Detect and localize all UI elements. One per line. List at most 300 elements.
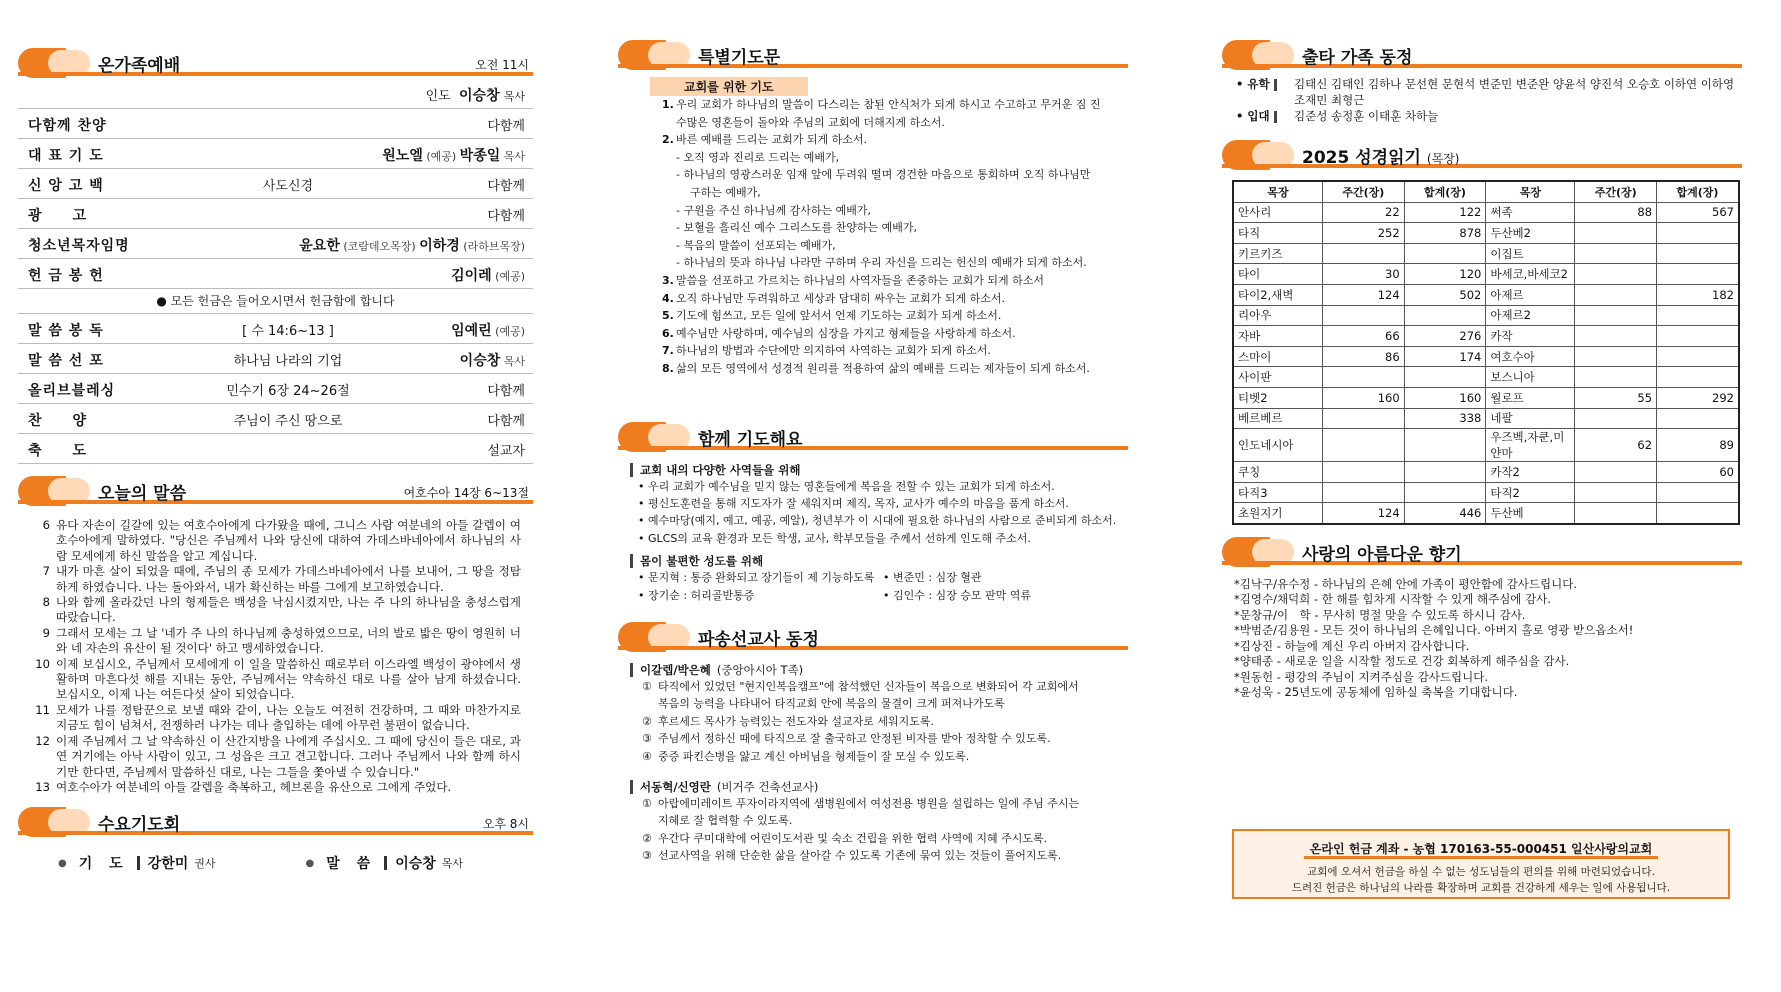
mission-number: ③ xyxy=(642,732,652,746)
person-title: (라하브목장) xyxy=(459,240,525,253)
person-name: 김이레 xyxy=(451,268,492,284)
prayer-subitem: - 오직 영과 진리로 드리는 예배가, xyxy=(676,150,840,164)
prayer-text: 우리 교회가 하나님의 말씀이 다스리는 참된 안식처가 되게 하시고 수고하고 무거운 짐 진 xyxy=(676,98,1101,111)
worship-row-label: 말 씀 선 포 xyxy=(28,353,104,369)
table-header: 합계(장) xyxy=(1657,181,1739,202)
word-title: 오늘의 말씀 xyxy=(98,484,187,504)
prayer-subitem: - 보혈을 흘리신 예수 그리스도를 찬양하는 예배가, xyxy=(676,221,917,235)
column-prayer xyxy=(618,0,1128,865)
offering-note: ● 모든 헌금은 들어오시면서 헌금함에 합니다 xyxy=(18,289,533,314)
prayer-item xyxy=(662,325,1118,343)
prayer-text: 바른 예배를 드리는 교회가 되게 하소서. xyxy=(676,133,867,147)
prayer-text: 예수님만 사랑하며, 예수님의 심장을 가지고 형제들을 사랑하게 하소서. xyxy=(676,326,1016,340)
bible-title: 2025 성경읽기 (목장) xyxy=(1302,148,1460,168)
person-tag: (코람데오목장) xyxy=(339,240,420,253)
person-title: 목사 xyxy=(500,355,525,368)
together-list xyxy=(638,478,1128,548)
worship-row xyxy=(18,199,533,229)
person-name: 윤요한 xyxy=(299,238,340,254)
table-cell: 아제르 xyxy=(1486,284,1575,305)
table-cell xyxy=(1323,408,1405,429)
table-cell: 878 xyxy=(1404,223,1486,244)
worship-row-person: 다함께 xyxy=(487,414,525,429)
mission-text: 지혜로 잘 협력할 수 있도록. xyxy=(658,814,793,828)
table-cell xyxy=(1575,326,1657,347)
table-cell: 카작 xyxy=(1486,326,1575,347)
prayer-number: 6. xyxy=(662,326,674,340)
word-header xyxy=(18,472,533,512)
table-cell xyxy=(1404,482,1486,503)
table-cell xyxy=(1323,367,1405,388)
table-cell: 자바 xyxy=(1233,326,1323,347)
table-row xyxy=(1233,503,1739,524)
worship-leader: 인도 이승창 목사 xyxy=(18,84,533,109)
worship-row-label: 대 표 기 도 xyxy=(28,148,104,164)
mission-number xyxy=(642,695,658,712)
person-name: 원노엘 xyxy=(382,148,423,164)
verse xyxy=(28,657,521,703)
verse-number: 7 xyxy=(42,564,50,579)
account-line: 온라인 헌금 계좌 - 농협 170163-55-000451 일산사랑의교회 xyxy=(1234,840,1728,857)
worship-row-label: 말 씀 봉 독 xyxy=(28,323,104,339)
table-cell: 타직2 xyxy=(1486,482,1575,503)
prayer-number: 7. xyxy=(662,344,674,358)
worship-row-label: 올리브블레싱 xyxy=(28,383,116,399)
verse-number: 8 xyxy=(42,595,50,610)
table-cell: 사이판 xyxy=(1233,367,1323,388)
worship-row-person xyxy=(451,320,525,340)
mission-item xyxy=(642,830,1128,847)
table-cell xyxy=(1575,367,1657,388)
table-cell xyxy=(1404,429,1486,462)
table-cell xyxy=(1575,408,1657,429)
worship-row xyxy=(18,404,533,434)
mission-title: 파송선교사 동정 xyxy=(698,629,819,650)
table-cell: 카작2 xyxy=(1486,462,1575,483)
table-cell: 네팔 xyxy=(1486,408,1575,429)
love-item: *원동헌 - 평강의 주님이 지켜주심을 감사드립니다. xyxy=(1234,669,1489,684)
table-cell: 월로프 xyxy=(1486,387,1575,408)
verse-text: 나와 함께 올라갔던 나의 형제들은 백성을 낙심시켰지만, 나는 주 나의 하나님을 충성스럽게 따랐습니다. xyxy=(56,595,521,625)
table-row xyxy=(1233,223,1739,244)
table-cell: 174 xyxy=(1404,346,1486,367)
mission-text: 우간다 쿠미대학에 어린이도서관 및 숙소 건립을 위한 협력 사역에 지혜 주시도록. xyxy=(658,831,1048,845)
verse xyxy=(28,595,521,626)
table-cell xyxy=(1575,264,1657,285)
mission-text: 선교사역을 위해 단순한 삶을 살아갈 수 있도록 기존에 묶여 있는 것들이 풀어지도록. xyxy=(658,849,1062,863)
table-cell: 292 xyxy=(1657,387,1739,408)
table-cell xyxy=(1323,462,1405,483)
mission-item xyxy=(642,713,1128,730)
worship-row xyxy=(18,434,533,464)
table-cell xyxy=(1575,462,1657,483)
verse-number: 13 xyxy=(35,779,50,794)
worship-row-person xyxy=(382,145,525,165)
prayer-subitem: - 구원을 주신 하나님께 감사하는 예배가, xyxy=(676,203,871,217)
worship-row-person xyxy=(451,265,525,285)
table-cell: 89 xyxy=(1657,429,1739,462)
table-cell: 66 xyxy=(1323,326,1405,347)
worship-row-person: 다함께 xyxy=(487,384,525,399)
worship-row-content: 사도신경 xyxy=(262,179,314,194)
verse-number: 6 xyxy=(42,518,50,532)
table-cell xyxy=(1657,482,1739,503)
prayer-subitem: - 복음의 말씀이 선포되는 예배가, xyxy=(676,238,836,252)
worship-row xyxy=(18,139,533,169)
table-row xyxy=(1233,305,1739,326)
table-cell: 스마이 xyxy=(1233,346,1323,367)
table-row xyxy=(1233,202,1739,223)
table-cell xyxy=(1575,346,1657,367)
table-cell: 160 xyxy=(1323,387,1405,408)
prayer-number: 3. xyxy=(662,273,674,287)
table-row xyxy=(1233,243,1739,264)
worship-row xyxy=(18,109,533,139)
table-cell: 안사리 xyxy=(1233,202,1323,223)
together-subhead-1: 교회 내의 다양한 사역들을 위해 xyxy=(630,462,1128,478)
table-cell xyxy=(1323,243,1405,264)
love-item: *문창규/이 학 - 무사히 명절 맞을 수 있도록 하시니 감사. xyxy=(1234,607,1526,622)
table-cell xyxy=(1575,503,1657,524)
prayer-item xyxy=(662,114,1118,132)
sick-list: • 문지혁 : 통증 완화되고 장기들이 제 기능하도록 • 장기순 : 허리골반통증 • 변준민 : 심장 혈관 • 김인수 : 심장 승모 판막 역류 xyxy=(638,571,1032,602)
love-header xyxy=(1222,533,1742,573)
table-cell: 22 xyxy=(1323,202,1405,223)
person-title: (예공) xyxy=(491,270,525,283)
missionary-2-list xyxy=(642,795,1128,865)
table-cell: 바세코,바세코2 xyxy=(1486,264,1575,285)
table-cell: 124 xyxy=(1323,284,1405,305)
mission-number: ③ xyxy=(642,849,652,863)
table-cell: 182 xyxy=(1657,284,1739,305)
special-prayer-list xyxy=(662,96,1118,378)
worship-row-content: 하나님 나라의 기업 xyxy=(233,354,343,369)
table-cell: 타직 xyxy=(1233,223,1323,244)
bible-reading-table xyxy=(1232,180,1740,525)
family-title: 출타 가족 동정 xyxy=(1302,48,1413,68)
mission-text: 복음의 능력을 나타내어 타직교회 안에 복음의 물결이 크게 퍼져나가도록 xyxy=(658,697,1005,711)
love-item: *김낙구/유수정 - 하나님의 은혜 안에 가족이 평안함에 감사드립니다. xyxy=(1234,576,1577,591)
verse-text: 이제 주님께서 그 날 약속하신 이 산간지방을 나에게 주십시오. 그 때에 당신이 들은 대로, 과연 거기에는 아낙 사람이 있고, 그 성읍은 크고 견고합니다. 그러나 주님께서 나와 함께 하시기만 한다면, 주님께서 말씀하신 대로, 나는 그들을 쫓아낼 수 있습니다." xyxy=(56,733,521,779)
table-row xyxy=(1233,387,1739,408)
table-cell: 키르키즈 xyxy=(1233,243,1323,264)
person-tag: (예공) xyxy=(422,150,460,163)
table-cell xyxy=(1657,408,1739,429)
table-cell: 베르베르 xyxy=(1233,408,1323,429)
table-cell xyxy=(1404,243,1486,264)
verse-text: 모세가 나를 정탐꾼으로 보낼 때와 같이, 나는 오늘도 여전히 건강하며, 그 때와 마찬가지로 지금도 힘이 넘쳐서, 전쟁하러 나가는 데나 출입하는 데에 아무런 불편이 없습니다. xyxy=(56,702,521,733)
table-cell xyxy=(1657,264,1739,285)
person-name: 이하경 xyxy=(419,238,460,254)
table-row xyxy=(1233,429,1739,462)
prayer-subitem: - 하나님의 뜻과 하나님 나라만 구하며 우리 자신을 드리는 헌신의 예배가 되게 하소서. xyxy=(676,256,1087,270)
table-cell: 여호수아 xyxy=(1486,346,1575,367)
prayer-subitem: - 하나님의 영광스러운 임재 앞에 두려워 떨며 경건한 마음으로 통회하며 오직 하나님만 xyxy=(676,168,1091,182)
love-title: 사랑의 아름다운 향기 xyxy=(1302,544,1462,565)
worship-order-table xyxy=(18,109,533,464)
mission-item xyxy=(642,812,1128,829)
love-item: *박범준/김용원 - 모든 것이 하나님의 은혜입니다. 아버지 홀로 영광 받으옵소서! xyxy=(1234,623,1634,638)
table-cell: 두산베2 xyxy=(1486,223,1575,244)
account-note: 교회에 오셔서 헌금을 하실 수 없는 성도님들의 편의를 위해 마련되었습니다. 드려진 헌금은 하나님의 나라를 확장하며 교회를 건강하게 세우는 일에 사용됩니다. xyxy=(1291,866,1671,894)
verse-number: 10 xyxy=(35,656,50,671)
table-header: 주간(장) xyxy=(1575,181,1657,202)
table-cell: 252 xyxy=(1323,223,1405,244)
verse-number: 12 xyxy=(35,733,50,748)
verse-number: 11 xyxy=(35,702,50,717)
table-row xyxy=(1233,408,1739,429)
table-cell xyxy=(1657,503,1739,524)
table-cell xyxy=(1657,243,1739,264)
table-header: 주간(장) xyxy=(1323,181,1405,202)
table-cell xyxy=(1657,326,1739,347)
verse xyxy=(28,780,521,795)
table-cell: 338 xyxy=(1404,408,1486,429)
table-cell: 88 xyxy=(1575,202,1657,223)
table-cell: 86 xyxy=(1323,346,1405,367)
prayer-item xyxy=(662,342,1118,360)
prayer-subitem: 구하는 예배가, xyxy=(690,185,761,199)
verse xyxy=(28,626,521,657)
prayer-text: 삶의 모든 영역에서 성경적 원리를 적용하여 삶의 예배를 드리는 제자들이 되게 하소서. xyxy=(676,361,1090,375)
table-cell: 502 xyxy=(1404,284,1486,305)
worship-row xyxy=(18,259,533,289)
table-cell: 160 xyxy=(1404,387,1486,408)
table-header: 목장 xyxy=(1233,181,1323,202)
worship-row-person: 다함께 xyxy=(487,119,525,134)
wed-header xyxy=(18,803,533,843)
prayer-item xyxy=(662,360,1118,378)
worship-row xyxy=(18,344,533,374)
table-cell: 티벳2 xyxy=(1233,387,1323,408)
mission-item xyxy=(642,730,1128,747)
mission-text: 타직에서 있었던 "현지인복음캠프"에 참석했던 신자들이 복음으로 변화되어 각 교회에서 xyxy=(658,679,1079,693)
worship-row xyxy=(18,314,533,344)
worship-row-person xyxy=(460,350,525,370)
table-cell: 쿠칭 xyxy=(1233,462,1323,483)
table-cell: 120 xyxy=(1404,264,1486,285)
table-row xyxy=(1233,264,1739,285)
family-list: • 유학 김태신 김태인 김하나 문선현 문현석 변준민 변준완 양윤석 양진석 오승호 이하연 이하영 조재민 최형근 • 입대 김준성 송정훈 이태훈 차하늘 xyxy=(1236,77,1735,123)
love-item: *양태종 - 새로운 일을 시작할 정도로 건강 회복하게 해주심을 감사. xyxy=(1234,654,1570,669)
prayer-item xyxy=(662,290,1118,308)
prayer-number: 2. xyxy=(662,133,674,147)
missionary-1-list xyxy=(642,678,1128,765)
mission-number: ② xyxy=(642,831,652,845)
verse xyxy=(28,564,521,595)
mission-item xyxy=(642,678,1128,695)
table-cell: 아제르2 xyxy=(1486,305,1575,326)
table-cell xyxy=(1657,305,1739,326)
prayer-item xyxy=(662,96,1118,114)
table-cell: 60 xyxy=(1657,462,1739,483)
prayer-text: 하나님의 방법과 수단에만 의지하여 사역하는 교회가 되게 하소서. xyxy=(676,344,991,358)
table-cell xyxy=(1657,367,1739,388)
worship-row xyxy=(18,229,533,259)
worship-header xyxy=(18,44,533,84)
together-item: • 평신도훈련을 통해 지도자가 잘 세워지며 제직, 목자, 교사가 예수의 마음을 품게 하소서. xyxy=(638,496,1069,510)
person-name: 임예린 xyxy=(451,323,492,339)
table-cell: 446 xyxy=(1404,503,1486,524)
table-cell xyxy=(1404,305,1486,326)
person-name: 박종일 xyxy=(459,148,501,164)
table-cell: 124 xyxy=(1323,503,1405,524)
column-news xyxy=(1222,0,1742,701)
table-cell: 초원지기 xyxy=(1233,503,1323,524)
love-item: *김상진 - 하늘에 계신 우리 아버지 감사합니다. xyxy=(1234,638,1470,653)
wed-title: 수요기도회 xyxy=(98,815,181,836)
mission-item xyxy=(642,695,1128,712)
table-cell xyxy=(1404,367,1486,388)
scripture-text xyxy=(28,518,521,795)
table-cell: 276 xyxy=(1404,326,1486,347)
table-cell xyxy=(1657,346,1739,367)
love-item: *김영수/채덕희 - 한 해를 힘차게 시작할 수 있게 해주심에 감사. xyxy=(1234,592,1551,607)
table-cell: 타이 xyxy=(1233,264,1323,285)
mission-number: ① xyxy=(642,796,652,810)
mission-text: 중증 파킨슨병을 앓고 계신 아버님을 형제들이 잘 모실 수 있도록. xyxy=(658,749,970,763)
table-cell: 리아우 xyxy=(1233,305,1323,326)
mission-header xyxy=(618,618,1128,658)
mission-number: ① xyxy=(642,679,652,693)
person-title: (예공) xyxy=(491,325,525,338)
bible-header xyxy=(1222,136,1742,176)
worship-title: 온가족예배 xyxy=(98,56,181,76)
table-cell: 보스니아 xyxy=(1486,367,1575,388)
prayer-number: 4. xyxy=(662,291,674,305)
worship-row-label: 다함께 찬양 xyxy=(28,118,107,134)
worship-row-person xyxy=(299,235,525,255)
table-cell: 567 xyxy=(1657,202,1739,223)
worship-row-person: 다함께 xyxy=(487,209,525,224)
love-list xyxy=(1234,577,1742,701)
together-header xyxy=(618,418,1128,458)
table-row xyxy=(1233,462,1739,483)
table-cell xyxy=(1575,305,1657,326)
table-row xyxy=(1233,284,1739,305)
table-row xyxy=(1233,326,1739,347)
table-cell: 인도네시아 xyxy=(1233,429,1323,462)
family-header xyxy=(1222,36,1742,76)
person-title: 목사 xyxy=(500,150,525,163)
love-item: *윤성욱 - 25년도에 공동체에 임하실 축복을 기대합니다. xyxy=(1234,685,1518,700)
table-cell: 이집트 xyxy=(1486,243,1575,264)
prayer-item xyxy=(662,131,1118,149)
verse-text: 그래서 모세는 그 날 '네가 주 나의 하나님께 충성하였으므로, 너의 발로 밟은 땅이 영원히 너와 네 자손의 유산이 될 것이다' 하고 맹세하였습니다. xyxy=(56,625,521,656)
verse-number: 9 xyxy=(42,625,50,640)
word-ref: 여호수아 14장 6~13절 xyxy=(403,486,529,500)
worship-row-label: 찬 양 xyxy=(28,413,88,429)
verse xyxy=(28,518,521,564)
verse-text: 내가 마흔 살이 되었을 때에, 주님의 종 모세가 가데스바네아에서 나를 보내어, 그 땅을 정탐하게 하였습니다. 나는 돌아와서, 내가 확신하는 바를 그에게 보고하였습니다. xyxy=(56,564,521,594)
verse xyxy=(28,734,521,780)
wed-info: ● 기 도 강한미 권사 ● 말 씀 이승창 목사 xyxy=(58,856,464,873)
table-cell xyxy=(1404,462,1486,483)
verse-text: 여호수아가 여분네의 아들 갈렙을 축복하고, 헤브론을 유산으로 그에게 주었다. xyxy=(56,779,452,794)
prayer-number: 1. xyxy=(662,98,674,111)
column-worship xyxy=(18,0,533,873)
prayer-item xyxy=(662,272,1118,290)
verse-text: 이제 보십시오, 주님께서 모세에게 이 일을 말씀하신 때로부터 이스라엘 백성이 광야에서 생활하며 마흔다섯 해를 지내는 동안, 주님께서는 약속하신 대로 나를 살아 남게 하셨습니다. 보십시오, 이제 나는 여든다섯 살이 되었습니다. xyxy=(56,656,521,702)
worship-row-label: 청소년목자임명 xyxy=(28,238,130,254)
worship-row-label: 헌 금 봉 헌 xyxy=(28,268,104,284)
table-cell: 55 xyxy=(1575,387,1657,408)
mission-number xyxy=(642,812,658,829)
table-cell xyxy=(1575,243,1657,264)
mission-text: 주님께서 정하신 때에 타직으로 잘 출국하고 안정된 비자를 받아 정착할 수 있도록. xyxy=(658,732,1051,746)
table-cell: 써족 xyxy=(1486,202,1575,223)
worship-row-label: 광 고 xyxy=(28,208,88,224)
special-title: 특별기도문 xyxy=(698,48,781,68)
table-row xyxy=(1233,367,1739,388)
mission-number: ④ xyxy=(642,749,652,763)
offering-account-box xyxy=(1232,829,1730,899)
prayer-number: 8. xyxy=(662,361,674,375)
mission-text: 후르세드 목사가 능력있는 전도자와 설교자로 세워지도록. xyxy=(658,714,935,728)
table-cell: 타직3 xyxy=(1233,482,1323,503)
table-cell: 122 xyxy=(1404,202,1486,223)
together-item: • 예수마당(예지, 예고, 예공, 예알), 청년부가 이 시대에 필요한 하나님의 사람으로 준비되게 하소서. xyxy=(638,514,1117,528)
worship-row xyxy=(18,374,533,404)
prayer-item xyxy=(662,307,1118,325)
missionary-1: 이갈렙/박은혜 (중앙아시아 T족) xyxy=(630,662,1128,678)
mission-item xyxy=(642,748,1128,765)
worship-time: 오전 11시 xyxy=(475,58,529,72)
worship-row-person: 설교자 xyxy=(487,444,525,459)
table-cell: 30 xyxy=(1323,264,1405,285)
table-cell: 타이2,새벽 xyxy=(1233,284,1323,305)
prayer-text: 말씀을 선포하고 가르치는 하나님의 사역자들을 존중하는 교회가 되게 하소서 xyxy=(676,273,1045,287)
missionary-2: 서동혁/신영란 (비거주 건축선교사) xyxy=(630,779,1128,795)
together-subhead-2: 몸이 불편한 성도를 위해 xyxy=(630,553,1128,569)
mission-number: ② xyxy=(642,714,652,728)
table-cell xyxy=(1575,284,1657,305)
worship-row-label: 축 도 xyxy=(28,443,88,459)
wed-time: 오후 8시 xyxy=(482,817,529,832)
table-cell xyxy=(1323,482,1405,503)
table-cell xyxy=(1575,482,1657,503)
prayer-text: 수많은 영혼들이 돌아와 주님의 교회에 더해지게 하소서. xyxy=(676,115,945,129)
prayer-text: 오직 하나님만 두려워하고 세상과 담대히 싸우는 교회가 되게 하소서. xyxy=(676,291,1005,305)
table-cell xyxy=(1323,429,1405,462)
person-name: 이승창 xyxy=(459,353,501,369)
table-cell xyxy=(1575,223,1657,244)
worship-row xyxy=(18,169,533,199)
mission-item xyxy=(642,847,1128,864)
mission-text: 아랍에미레이트 푸자이라지역에 샘병원에서 여성전용 병원을 설립하는 일에 주님 주시는 xyxy=(658,796,1080,810)
worship-row-label: 신 앙 고 백 xyxy=(28,178,104,194)
table-cell xyxy=(1657,223,1739,244)
table-header: 합계(장) xyxy=(1404,181,1486,202)
prayer-number: 5. xyxy=(662,309,674,323)
prayer-number xyxy=(662,114,676,132)
special-subtitle: 교회를 위한 기도 xyxy=(650,77,808,96)
table-row xyxy=(1233,346,1739,367)
table-cell: 두산베 xyxy=(1486,503,1575,524)
worship-row-person: 다함께 xyxy=(487,179,525,194)
worship-row-content: [ 수 14:6~13 ] xyxy=(242,324,334,339)
table-cell xyxy=(1323,305,1405,326)
table-header: 목장 xyxy=(1486,181,1575,202)
worship-row-content: 민수기 6장 24~26절 xyxy=(226,384,350,399)
worship-row-content: 주님이 주신 땅으로 xyxy=(233,414,343,429)
verse-text: 유다 자손이 길갈에 있는 여호수아에게 다가왔을 때에, 그니스 사람 여분네의 아들 갈렙이 여호수아에게 말하였다. "당신은 주님께서 나와 당신에 대하여 가데스바네아에서 하나님의 사람 모세에게 하신 말씀을 알고 계십니다. xyxy=(56,518,521,563)
table-cell: 우즈벡,자쿤,미얀마 xyxy=(1486,429,1575,462)
mission-item xyxy=(642,795,1128,812)
together-item: • 우리 교회가 예수님을 믿지 않는 영혼들에게 복음을 전할 수 있는 교회가 되게 하소서. xyxy=(638,479,1055,493)
prayer-text: 기도에 힘쓰고, 모든 일에 앞서서 언제 기도하는 교회가 되게 하소서. xyxy=(676,309,1002,323)
verse xyxy=(28,703,521,734)
